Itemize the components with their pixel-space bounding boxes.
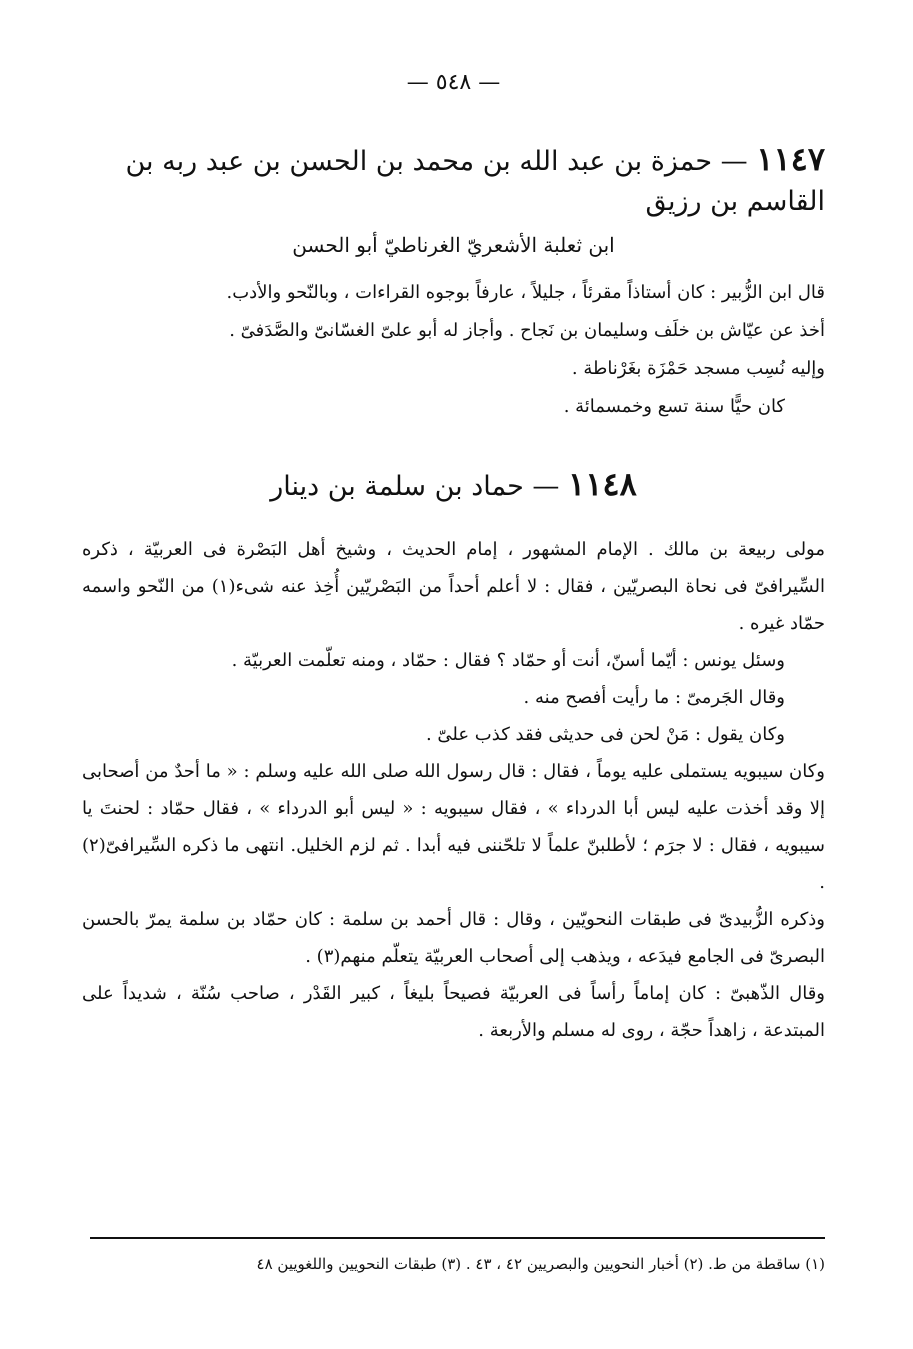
- entry-name: حماد بن سلمة بن دينار: [270, 471, 524, 502]
- entry-paragraph: وإليه نُسِب مسجد حَمْزَة بغَرْناطة .: [571, 358, 825, 379]
- entry-paragraph: وقال الذّهبىّ : كان إماماً رأساً فى العربيّة فصيحاً بليغاً ، كبير القَدْر ، صاحب سُنّة ، شديداً على المبتدعة ، زاهداً حجّة ، روى له مسلم والأربعة .: [82, 983, 825, 1041]
- page-number: — ٥٤٨ —: [406, 70, 501, 95]
- entry-paragraph: وكان يقول : مَنْ لحن فى حديثى فقد كذب علىّ .: [425, 724, 785, 745]
- entry-name: حمزة بن عبد الله بن محمد بن الحسن بن عبد ربه بن القاسم بن رزيق: [125, 146, 825, 217]
- entry-heading: [82, 464, 825, 507]
- entry-1148: [82, 464, 825, 1049]
- entry-paragraph: وسئل يونس : أيّما أسنّ، أنت أو حمّاد ؟ فقال : حمّاد ، ومنه تعلّمت العربيّة .: [231, 650, 785, 671]
- entry-paragraph: قال ابن الزُّبير : كان أستاذاً مقرئاً ، جليلاً ، عارفاً بوجوه القراءات ، وبالنّحو والأدب.: [226, 282, 825, 303]
- entry-paragraph: وكان سيبويه يستملى عليه يوماً ، فقال : قال رسول الله صلى الله عليه وسلم : « ما أحدٌ من أصحابى إلا وقد أخذت عليه ليس أبا الدرداء » ، فقال سيبويه : « ليس أبو الدرداء » ، فقال حمّاد : لحنتَ يا سيبويه ، فقال : لا جرَم ؛ لأطلبنّ علماً لا تلحّننى فيه أبدا . ثم لزم الخليل. انتهى ما ذكره السِّيرافىّ(٢) .: [82, 761, 825, 893]
- entry-heading: [82, 139, 825, 222]
- entry-paragraph: مولى ربيعة بن مالك . الإمام المشهور ، إمام الحديث ، وشيخ أهل البَصْرة فى العربيّة ، ذكره السِّيرافىّ فى نحاة البصريّين ، فقال : لا أعلم أحداً من البَصْريّين أُخِذ عنه شىء(١) من النّحو واسمه حمّاد غيره .: [82, 539, 825, 634]
- entry-paragraph: أخذ عن عيّاش بن خلَف وسليمان بن نَجاح . وأجاز له أبو علىّ الغسّانىّ والصَّدَفىّ .: [229, 320, 825, 341]
- entry-number: ١١٤٨: [568, 465, 637, 503]
- entry-paragraph: وذكره الزُّبيدىّ فى طبقات النحويّين ، وقال : قال أحمد بن سلمة : كان حمّاد بن سلمة يمرّ بالحسن البصرىّ فى الجامع فيدَعه ، ويذهب إلى أصحاب العربيّة يتعلّم منهم(٣) .: [82, 909, 825, 967]
- entry-number: ١١٤٧: [756, 140, 825, 178]
- entry-paragraph: وقال الجَرمىّ : ما رأيت أفصح منه .: [523, 687, 785, 708]
- entry-dash: —: [523, 471, 569, 502]
- entry-subname: ابن ثعلبة الأشعريّ الغرناطيّ أبو الحسن: [292, 233, 615, 257]
- footnotes: (١) ساقطة من ط. (٢) أخبار النحويين والبصريين ٤٢ ، ٤٣ . (٣) طبقات النحويين واللغويين ٤٨: [256, 1255, 825, 1273]
- footnote-divider: [90, 1237, 825, 1239]
- entry-paragraph: كان حيًّا سنة تسع وخمسمائة .: [563, 396, 785, 417]
- entry-dash: —: [712, 146, 757, 177]
- entry-1147: [82, 139, 825, 426]
